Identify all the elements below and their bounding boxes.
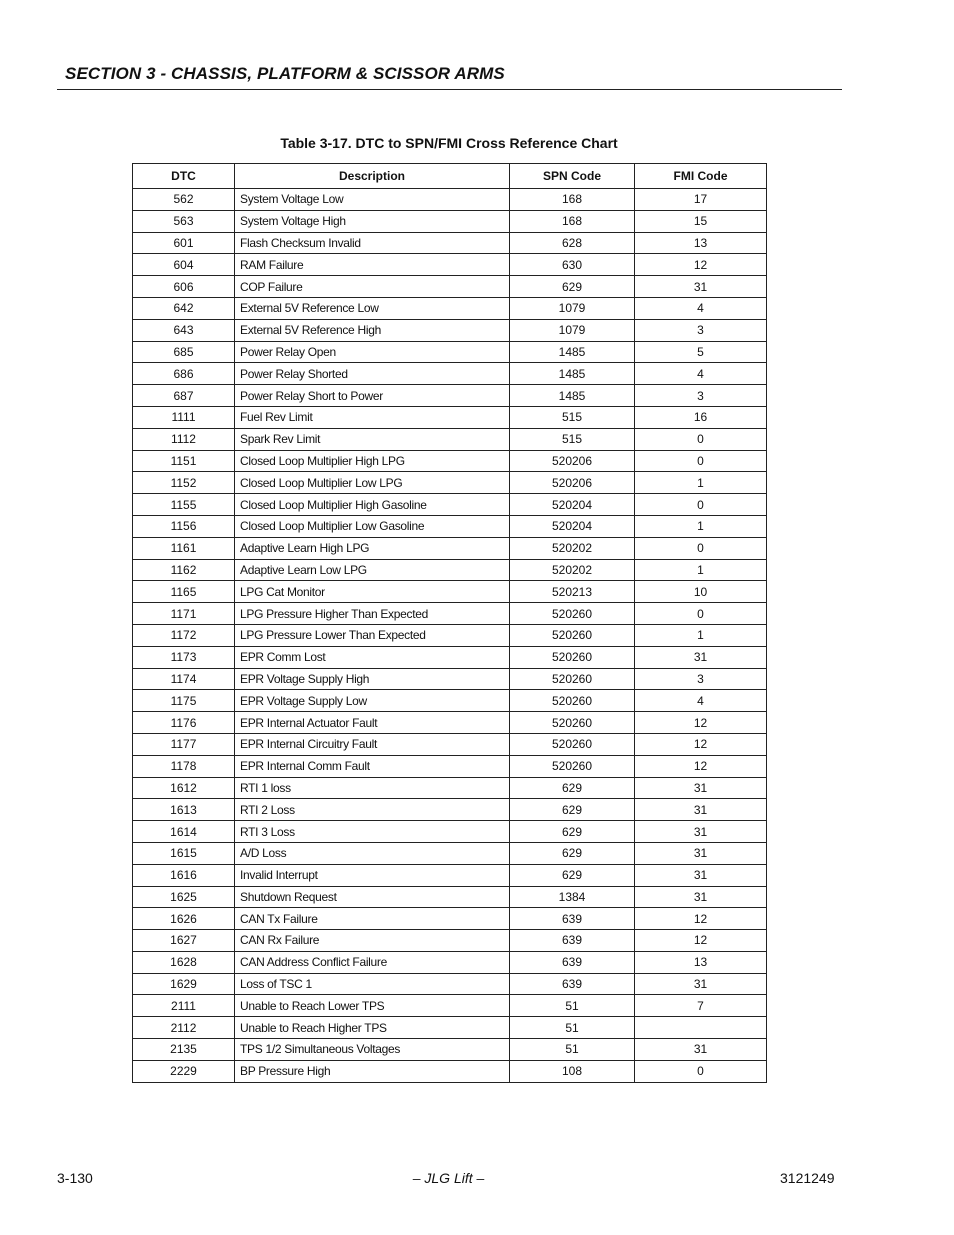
fmi-code-cell: 0 <box>635 428 767 450</box>
fmi-code-cell: 31 <box>635 276 767 298</box>
table-row <box>133 363 767 385</box>
description-cell: RTI 1 loss <box>235 777 510 799</box>
description-cell: BP Pressure High <box>235 1060 510 1082</box>
fmi-code-cell: 12 <box>635 254 767 276</box>
table-row <box>133 385 767 407</box>
spn-code-cell: 1384 <box>510 886 635 908</box>
spn-code-cell: 51 <box>510 1017 635 1039</box>
spn-code-cell: 520202 <box>510 559 635 581</box>
description-cell: Loss of TSC 1 <box>235 973 510 995</box>
fmi-code-cell: 31 <box>635 799 767 821</box>
spn-code-cell: 520260 <box>510 603 635 625</box>
spn-code-cell: 629 <box>510 799 635 821</box>
description-cell: Invalid Interrupt <box>235 864 510 886</box>
table-row <box>133 537 767 559</box>
description-cell: EPR Comm Lost <box>235 646 510 668</box>
table-row <box>133 1060 767 1082</box>
dtc-cell: 687 <box>133 385 235 407</box>
table-row <box>133 1039 767 1061</box>
spn-code-cell: 520260 <box>510 668 635 690</box>
dtc-cell: 2112 <box>133 1017 235 1039</box>
table-row <box>133 406 767 428</box>
spn-code-cell: 628 <box>510 232 635 254</box>
description-cell: Closed Loop Multiplier Low Gasoline <box>235 515 510 537</box>
dtc-cell: 606 <box>133 276 235 298</box>
table-row <box>133 951 767 973</box>
dtc-cell: 1161 <box>133 537 235 559</box>
dtc-cell: 1627 <box>133 930 235 952</box>
spn-code-cell: 520260 <box>510 646 635 668</box>
table-row <box>133 1017 767 1039</box>
dtc-cell: 1171 <box>133 603 235 625</box>
fmi-code-cell: 15 <box>635 210 767 232</box>
description-cell: COP Failure <box>235 276 510 298</box>
table-row <box>133 668 767 690</box>
fmi-code-cell: 12 <box>635 733 767 755</box>
description-cell: Adaptive Learn High LPG <box>235 537 510 559</box>
description-cell: CAN Tx Failure <box>235 908 510 930</box>
dtc-cell: 1152 <box>133 472 235 494</box>
dtc-cell: 1162 <box>133 559 235 581</box>
fmi-code-cell: 1 <box>635 624 767 646</box>
fmi-code-cell: 31 <box>635 646 767 668</box>
dtc-cell: 1629 <box>133 973 235 995</box>
dtc-cell: 1612 <box>133 777 235 799</box>
description-cell: RAM Failure <box>235 254 510 276</box>
table-row <box>133 995 767 1017</box>
description-cell: EPR Internal Actuator Fault <box>235 712 510 734</box>
header-divider <box>57 89 842 90</box>
spn-code-cell: 629 <box>510 777 635 799</box>
table-row <box>133 733 767 755</box>
fmi-code-cell: 31 <box>635 777 767 799</box>
fmi-code-cell: 13 <box>635 232 767 254</box>
column-header-fmi-code: FMI Code <box>635 164 767 189</box>
fmi-code-cell <box>635 1017 767 1039</box>
description-cell: Unable to Reach Higher TPS <box>235 1017 510 1039</box>
spn-code-cell: 639 <box>510 951 635 973</box>
document-number: 3121249 <box>780 1170 835 1186</box>
fmi-code-cell: 0 <box>635 537 767 559</box>
spn-code-cell: 520202 <box>510 537 635 559</box>
spn-code-cell: 520260 <box>510 733 635 755</box>
fmi-code-cell: 3 <box>635 668 767 690</box>
dtc-cell: 1628 <box>133 951 235 973</box>
spn-code-cell: 520260 <box>510 624 635 646</box>
dtc-cell: 563 <box>133 210 235 232</box>
dtc-cell: 2229 <box>133 1060 235 1082</box>
fmi-code-cell: 31 <box>635 821 767 843</box>
fmi-code-cell: 0 <box>635 494 767 516</box>
description-cell: Shutdown Request <box>235 886 510 908</box>
column-header-spn-code: SPN Code <box>510 164 635 189</box>
fmi-code-cell: 1 <box>635 559 767 581</box>
fmi-code-cell: 3 <box>635 319 767 341</box>
spn-code-cell: 1485 <box>510 341 635 363</box>
fmi-code-cell: 31 <box>635 973 767 995</box>
description-cell: EPR Internal Comm Fault <box>235 755 510 777</box>
column-header-dtc: DTC <box>133 164 235 189</box>
description-cell: LPG Pressure Lower Than Expected <box>235 624 510 646</box>
spn-code-cell: 639 <box>510 930 635 952</box>
spn-code-cell: 108 <box>510 1060 635 1082</box>
dtc-cell: 562 <box>133 189 235 211</box>
fmi-code-cell: 4 <box>635 363 767 385</box>
footer-brand: – JLG Lift – <box>412 1170 485 1186</box>
spn-code-cell: 630 <box>510 254 635 276</box>
description-cell: LPG Cat Monitor <box>235 581 510 603</box>
description-cell: Closed Loop Multiplier High Gasoline <box>235 494 510 516</box>
spn-code-cell: 515 <box>510 406 635 428</box>
dtc-cell: 1626 <box>133 908 235 930</box>
dtc-cell: 1155 <box>133 494 235 516</box>
table-header-row <box>133 164 767 189</box>
dtc-cell: 1178 <box>133 755 235 777</box>
fmi-code-cell: 17 <box>635 189 767 211</box>
table-row <box>133 755 767 777</box>
table-title: Table 3-17. DTC to SPN/FMI Cross Reference Chart <box>280 135 618 151</box>
dtc-cell: 1173 <box>133 646 235 668</box>
spn-code-cell: 168 <box>510 189 635 211</box>
fmi-code-cell: 31 <box>635 1039 767 1061</box>
description-cell: EPR Voltage Supply Low <box>235 690 510 712</box>
table-row <box>133 472 767 494</box>
fmi-code-cell: 31 <box>635 842 767 864</box>
description-cell: External 5V Reference High <box>235 319 510 341</box>
fmi-code-cell: 13 <box>635 951 767 973</box>
table-row <box>133 690 767 712</box>
table-row <box>133 254 767 276</box>
fmi-code-cell: 5 <box>635 341 767 363</box>
spn-code-cell: 520260 <box>510 690 635 712</box>
spn-code-cell: 520206 <box>510 450 635 472</box>
dtc-cell: 1165 <box>133 581 235 603</box>
description-cell: Fuel Rev Limit <box>235 406 510 428</box>
table-row <box>133 712 767 734</box>
dtc-cell: 2111 <box>133 995 235 1017</box>
table-row <box>133 864 767 886</box>
description-cell: TPS 1/2 Simultaneous Voltages <box>235 1039 510 1061</box>
fmi-code-cell: 7 <box>635 995 767 1017</box>
spn-code-cell: 520260 <box>510 755 635 777</box>
description-cell: Power Relay Short to Power <box>235 385 510 407</box>
section-title: SECTION 3 - CHASSIS, PLATFORM & SCISSOR ARMS <box>65 64 505 83</box>
dtc-cell: 1625 <box>133 886 235 908</box>
table-row <box>133 624 767 646</box>
description-cell: CAN Address Conflict Failure <box>235 951 510 973</box>
table-row <box>133 494 767 516</box>
fmi-code-cell: 0 <box>635 1060 767 1082</box>
table-row <box>133 189 767 211</box>
dtc-cell: 1156 <box>133 515 235 537</box>
table-row <box>133 210 767 232</box>
fmi-code-cell: 1 <box>635 515 767 537</box>
description-cell: System Voltage High <box>235 210 510 232</box>
table-row <box>133 232 767 254</box>
table-row <box>133 428 767 450</box>
description-cell: CAN Rx Failure <box>235 930 510 952</box>
table-body <box>133 189 767 1083</box>
table-row <box>133 842 767 864</box>
description-cell: Closed Loop Multiplier High LPG <box>235 450 510 472</box>
description-cell: Flash Checksum Invalid <box>235 232 510 254</box>
fmi-code-cell: 10 <box>635 581 767 603</box>
spn-code-cell: 629 <box>510 821 635 843</box>
fmi-code-cell: 1 <box>635 472 767 494</box>
table-row <box>133 821 767 843</box>
fmi-code-cell: 3 <box>635 385 767 407</box>
dtc-cell: 1176 <box>133 712 235 734</box>
dtc-cell: 686 <box>133 363 235 385</box>
spn-code-cell: 51 <box>510 995 635 1017</box>
dtc-cell: 1614 <box>133 821 235 843</box>
description-cell: A/D Loss <box>235 842 510 864</box>
description-cell: Adaptive Learn Low LPG <box>235 559 510 581</box>
dtc-cell: 2135 <box>133 1039 235 1061</box>
table-row <box>133 930 767 952</box>
fmi-code-cell: 31 <box>635 886 767 908</box>
description-cell: External 5V Reference Low <box>235 297 510 319</box>
spn-code-cell: 629 <box>510 864 635 886</box>
spn-code-cell: 520206 <box>510 472 635 494</box>
table-row <box>133 603 767 625</box>
fmi-code-cell: 4 <box>635 297 767 319</box>
fmi-code-cell: 12 <box>635 930 767 952</box>
fmi-code-cell: 12 <box>635 755 767 777</box>
table-row <box>133 886 767 908</box>
column-header-description: Description <box>235 164 510 189</box>
description-cell: Power Relay Shorted <box>235 363 510 385</box>
dtc-cell: 1174 <box>133 668 235 690</box>
dtc-cell: 1175 <box>133 690 235 712</box>
spn-code-cell: 520204 <box>510 494 635 516</box>
fmi-code-cell: 4 <box>635 690 767 712</box>
table-row <box>133 297 767 319</box>
table-row <box>133 908 767 930</box>
dtc-cell: 1151 <box>133 450 235 472</box>
table-row <box>133 276 767 298</box>
dtc-cell: 601 <box>133 232 235 254</box>
table-row <box>133 799 767 821</box>
dtc-cross-reference-table <box>132 163 767 1083</box>
spn-code-cell: 520260 <box>510 712 635 734</box>
dtc-cell: 1616 <box>133 864 235 886</box>
dtc-cell: 1177 <box>133 733 235 755</box>
dtc-cell: 1172 <box>133 624 235 646</box>
dtc-cell: 1111 <box>133 406 235 428</box>
description-cell: Power Relay Open <box>235 341 510 363</box>
dtc-cell: 1615 <box>133 842 235 864</box>
spn-code-cell: 1485 <box>510 363 635 385</box>
spn-code-cell: 520204 <box>510 515 635 537</box>
spn-code-cell: 1485 <box>510 385 635 407</box>
description-cell: EPR Voltage Supply High <box>235 668 510 690</box>
table-row <box>133 515 767 537</box>
description-cell: Unable to Reach Lower TPS <box>235 995 510 1017</box>
fmi-code-cell: 12 <box>635 712 767 734</box>
dtc-cell: 642 <box>133 297 235 319</box>
dtc-cell: 1613 <box>133 799 235 821</box>
description-cell: Spark Rev Limit <box>235 428 510 450</box>
fmi-code-cell: 12 <box>635 908 767 930</box>
spn-code-cell: 168 <box>510 210 635 232</box>
spn-code-cell: 1079 <box>510 319 635 341</box>
spn-code-cell: 520213 <box>510 581 635 603</box>
table-row <box>133 341 767 363</box>
page-number: 3-130 <box>57 1170 93 1186</box>
description-cell: RTI 2 Loss <box>235 799 510 821</box>
spn-code-cell: 629 <box>510 842 635 864</box>
table-row <box>133 581 767 603</box>
fmi-code-cell: 0 <box>635 450 767 472</box>
spn-code-cell: 1079 <box>510 297 635 319</box>
table-row <box>133 450 767 472</box>
spn-code-cell: 629 <box>510 276 635 298</box>
description-cell: System Voltage Low <box>235 189 510 211</box>
dtc-cell: 604 <box>133 254 235 276</box>
fmi-code-cell: 16 <box>635 406 767 428</box>
description-cell: Closed Loop Multiplier Low LPG <box>235 472 510 494</box>
table-row <box>133 777 767 799</box>
dtc-cell: 643 <box>133 319 235 341</box>
table-row <box>133 559 767 581</box>
table-row <box>133 319 767 341</box>
dtc-cell: 685 <box>133 341 235 363</box>
table-row <box>133 973 767 995</box>
description-cell: RTI 3 Loss <box>235 821 510 843</box>
table-row <box>133 646 767 668</box>
fmi-code-cell: 0 <box>635 603 767 625</box>
spn-code-cell: 639 <box>510 973 635 995</box>
spn-code-cell: 639 <box>510 908 635 930</box>
description-cell: LPG Pressure Higher Than Expected <box>235 603 510 625</box>
fmi-code-cell: 31 <box>635 864 767 886</box>
description-cell: EPR Internal Circuitry Fault <box>235 733 510 755</box>
spn-code-cell: 51 <box>510 1039 635 1061</box>
spn-code-cell: 515 <box>510 428 635 450</box>
dtc-cell: 1112 <box>133 428 235 450</box>
